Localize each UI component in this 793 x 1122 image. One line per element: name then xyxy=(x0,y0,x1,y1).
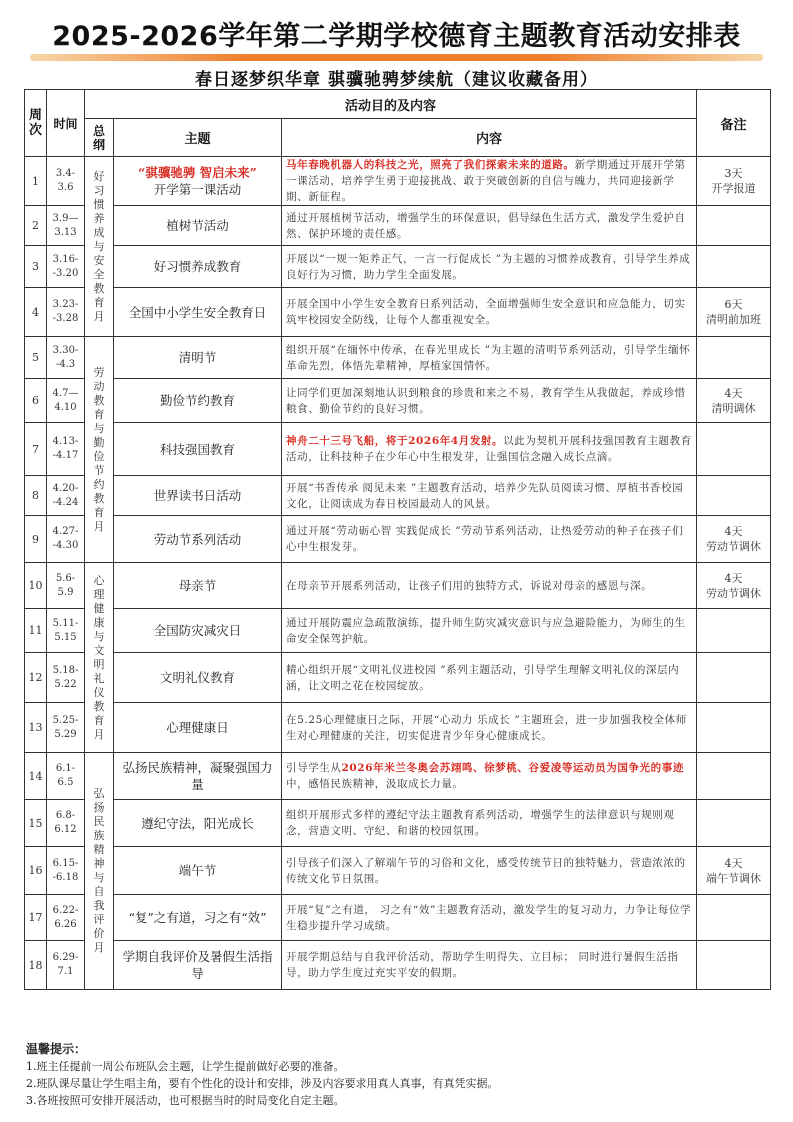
content-cell xyxy=(282,157,697,206)
table-row xyxy=(25,476,771,516)
content-highlight: 2026年米兰冬奥会苏翊鸣、徐梦桃、谷爱凌等运动员为国争光的事迹 xyxy=(341,762,684,774)
time-start: 3.16- xyxy=(52,253,79,265)
note-cell xyxy=(697,379,771,423)
content-cell xyxy=(282,800,697,847)
table-row xyxy=(25,516,771,563)
note-cell xyxy=(697,563,771,609)
time-start: 4.13- xyxy=(52,436,79,447)
content-cell xyxy=(282,753,697,800)
theme-text: 世界读书日活动 xyxy=(153,488,242,503)
content-text: 开展“书香传承 阅见未来 ”主题教育活动，培养少先队员阅读习惯、厚植书香校园文化，让阅读成为春日校园最动人的风景。 xyxy=(286,481,684,510)
table-row xyxy=(25,288,771,337)
time-cell xyxy=(47,847,85,895)
week-cell: 17 xyxy=(25,895,47,941)
note-cell xyxy=(697,941,771,990)
content-text: 精心组织开展“文明礼仪进校园 ”系列主题活动，引导学生理解文明礼仪的深层内涵，让文明之花在校园绽放。 xyxy=(286,663,680,692)
week-cell: 11 xyxy=(25,609,47,653)
note-cell xyxy=(697,157,771,206)
content-text: 引导学生从 xyxy=(286,762,342,774)
note-cell xyxy=(697,895,771,941)
week-cell: 4 xyxy=(25,288,47,337)
content-highlight: 马年春晚机器人的科技之光，照亮了我们探索未来的道路。 xyxy=(286,159,575,171)
outline-cell xyxy=(85,337,114,563)
time-end: 7.1 xyxy=(57,966,74,977)
content-cell xyxy=(282,206,697,246)
note-cell xyxy=(697,423,771,476)
activity-schedule-table xyxy=(24,89,771,990)
content-text: 开展学期总结与自我评价活动，帮助学生明得失、立目标； 同时进行暑假生活指导，助力学生度过充实平安的假期。 xyxy=(286,951,679,979)
time-end: 3.6 xyxy=(57,182,74,193)
theme-cell xyxy=(114,653,282,703)
time-end: -4.17 xyxy=(52,450,79,461)
note-cell xyxy=(697,847,771,895)
outline-cell xyxy=(85,753,114,990)
note-cell xyxy=(697,609,771,653)
header-content: 内容 xyxy=(282,119,697,157)
theme-text: 端午节 xyxy=(178,863,217,878)
content-text: 让同学们更加深刻地认识到粮食的珍贵和来之不易，教育学生从我做起，养成珍惜粮食、勤俭节约的良好习惯。 xyxy=(286,386,686,415)
time-cell xyxy=(47,379,85,423)
time-end: 6.5 xyxy=(57,777,74,788)
content-text: 在母亲节开展系列活动，让孩子们用的独特方式，诉说对母亲的感恩与深。 xyxy=(286,579,653,592)
note-reason: 端午节调休 xyxy=(706,871,761,885)
theme-text: 全国中小学生安全教育日 xyxy=(128,304,267,320)
content-text: 通过开展“劳动砺心智 实践促成长 ”劳动节系列活动，让热爱劳动的种子在孩子们心中生根发芽。 xyxy=(286,525,684,553)
theme-text: “复”之有道，习之有“效” xyxy=(128,910,267,925)
theme-cell xyxy=(114,753,282,800)
theme-cell xyxy=(114,800,282,847)
header-time: 时间 xyxy=(47,90,85,157)
week-cell: 10 xyxy=(25,563,47,609)
theme-cell xyxy=(114,337,282,379)
time-end: -3.20 xyxy=(52,267,79,279)
time-start: 4.7— xyxy=(52,387,79,399)
table-row xyxy=(25,941,771,990)
content-text: 开展全国中小学生安全教育日系列活动，全面增强师生安全意识和应急能力，切实筑牢校园安全防线，让每个人都重视安全。 xyxy=(286,298,686,326)
note-days: 4天 xyxy=(724,571,743,585)
theme-cell xyxy=(114,476,282,516)
time-start: 5.25- xyxy=(52,714,79,726)
time-start: 4.27- xyxy=(52,526,79,537)
time-end: -4.24 xyxy=(52,496,79,508)
content-cell xyxy=(282,423,697,476)
content-cell xyxy=(282,337,697,379)
content-text: 中，感悟民族精神，汲取成长力量。 xyxy=(286,778,464,790)
theme-cell xyxy=(114,563,282,609)
outline-text: 心理健康与文明礼仪教育月 xyxy=(93,573,105,741)
table-row xyxy=(25,847,771,895)
time-cell xyxy=(47,476,85,516)
week-cell: 7 xyxy=(25,423,47,476)
content-text: 开展“复”之有道， 习之有“效”主题教育活动，激发学生的复习动力，力争让每位学生稳步提升学习成绩。 xyxy=(286,903,692,932)
time-end: 5.22 xyxy=(54,678,77,690)
table-row xyxy=(25,703,771,753)
time-end: 5.29 xyxy=(54,728,77,740)
content-cell xyxy=(282,609,697,653)
week-cell: 5 xyxy=(25,337,47,379)
time-start: 6.1- xyxy=(55,763,76,774)
time-end: -3.28 xyxy=(52,313,79,324)
time-end: -4.3 xyxy=(55,358,76,370)
time-cell xyxy=(47,800,85,847)
theme-cell xyxy=(114,895,282,941)
content-highlight: 神舟二十三号飞船，将于2026年4月发射。 xyxy=(286,435,504,447)
time-start: 5.6- xyxy=(55,572,76,584)
page-title: 2025-2026学年第二学期学校德育主题教育活动安排表 xyxy=(52,21,741,52)
note-cell xyxy=(697,206,771,246)
header-theme: 主题 xyxy=(114,119,282,157)
table-row xyxy=(25,895,771,941)
theme-cell xyxy=(114,157,282,206)
tip-item: 3.各班按照可安排开展活动，也可根据当时的时局变化自定主题。 xyxy=(26,1094,345,1107)
note-cell xyxy=(697,653,771,703)
week-cell: 12 xyxy=(25,653,47,703)
outline-text: 弘扬民族精神与自我评价月 xyxy=(93,787,105,954)
content-cell xyxy=(282,246,697,288)
content-text: 组织开展“在缅怀中传承，在春光里成长 ”为主题的清明节系列活动，引导学生缅怀革命先烈，体悟先辈精神，厚植家国情怀。 xyxy=(286,343,691,372)
week-cell: 2 xyxy=(25,206,47,246)
outline-text: 劳动教育与勤俭节约教育月 xyxy=(93,365,105,533)
table-row xyxy=(25,337,771,379)
content-cell xyxy=(282,653,697,703)
note-cell xyxy=(697,246,771,288)
schedule-body xyxy=(25,157,771,990)
table-row xyxy=(25,206,771,246)
table-row xyxy=(25,609,771,653)
time-cell xyxy=(47,753,85,800)
time-cell xyxy=(47,157,85,206)
table-row xyxy=(25,753,771,800)
content-cell xyxy=(282,476,697,516)
theme-text: 植树节活动 xyxy=(166,218,229,233)
time-cell xyxy=(47,653,85,703)
time-start: 3.30- xyxy=(52,344,79,356)
note-cell xyxy=(697,753,771,800)
time-start: 6.29- xyxy=(52,952,79,963)
time-cell xyxy=(47,246,85,288)
week-cell: 1 xyxy=(25,157,47,206)
time-cell xyxy=(47,516,85,563)
outline-cell xyxy=(85,563,114,753)
theme-text: 弘扬民族精神，凝聚强国力量 xyxy=(122,760,273,792)
table-row xyxy=(25,653,771,703)
week-cell: 18 xyxy=(25,941,47,990)
header-note: 备注 xyxy=(697,90,771,157)
theme-text: 心理健康日 xyxy=(166,720,229,735)
time-cell xyxy=(47,423,85,476)
content-text: 通过开展植树节活动，增强学生的环保意识，倡导绿色生活方式，激发学生爱护自然、保护环境的责任感。 xyxy=(286,211,686,240)
content-cell xyxy=(282,895,697,941)
header-outline: 总纲 xyxy=(85,119,114,157)
theme-cell xyxy=(114,941,282,990)
time-end: 4.10 xyxy=(54,401,77,413)
outline-text: 好习惯养成与安全教育月 xyxy=(93,169,105,323)
content-text: 通过开展防震应急疏散演练，提升师生防灾减灾意识与应急避险能力，为师生的生命安全保驾护航。 xyxy=(286,616,686,645)
tip-item: 2.班队课尽量让学生唱主角，要有个性化的设计和安排，涉及内容要求用真人真事，有真凭实据。 xyxy=(26,1077,499,1090)
content-cell xyxy=(282,516,697,563)
time-start: 3.9— xyxy=(52,212,79,224)
time-start: 3.4- xyxy=(55,168,76,179)
theme-cell xyxy=(114,379,282,423)
note-days: 6天 xyxy=(724,298,743,311)
header-purpose: 活动目的及内容 xyxy=(85,90,697,119)
time-start: 6.8- xyxy=(55,810,76,821)
time-end: 5.15 xyxy=(54,631,77,643)
tip-item: 1.班主任提前一周公布班队会主题，让学生提前做好必要的准备。 xyxy=(26,1060,345,1073)
content-cell xyxy=(282,288,697,337)
note-cell xyxy=(697,703,771,753)
theme-cell xyxy=(114,847,282,895)
theme-cell xyxy=(114,246,282,288)
table-row xyxy=(25,800,771,847)
content-text: 新学期通过开展开学第一课活动，培养学生勇于迎接挑战、敢于突破创新的自信与魄力，共同迎接新学期、新征程。 xyxy=(286,159,686,203)
note-cell xyxy=(697,516,771,563)
note-reason: 劳动节调休 xyxy=(706,586,761,600)
note-reason: 劳动节调休 xyxy=(706,540,761,553)
theme-text: 母亲节 xyxy=(178,578,217,593)
week-cell: 3 xyxy=(25,246,47,288)
time-end: 5.9 xyxy=(57,586,74,598)
time-start: 6.15- xyxy=(52,857,79,869)
tips-title: 温馨提示： xyxy=(26,1042,87,1056)
page-subtitle: 春日逐梦织华章 骐骥驰骋梦续航（建议收藏备用） xyxy=(195,70,598,90)
week-cell: 14 xyxy=(25,753,47,800)
note-reason: 清明前加班 xyxy=(706,313,761,326)
time-end: 6.26 xyxy=(54,918,77,930)
table-row xyxy=(25,157,771,206)
table-row xyxy=(25,563,771,609)
content-text: 引导孩子们深入了解端午节的习俗和文化，感受传统节日的独特魅力，营造浓浓的传统文化节日氛围。 xyxy=(286,856,686,885)
time-cell xyxy=(47,941,85,990)
note-days: 3天 xyxy=(724,167,743,180)
theme-cell xyxy=(114,609,282,653)
time-cell xyxy=(47,206,85,246)
content-cell xyxy=(282,941,697,990)
table-row xyxy=(25,423,771,476)
theme-cell xyxy=(114,206,282,246)
theme-cell xyxy=(114,288,282,337)
theme-text: 好习惯养成教育 xyxy=(153,259,242,274)
time-end: -6.18 xyxy=(52,871,79,883)
theme-text: 清明节 xyxy=(178,350,217,365)
note-days: 4天 xyxy=(724,525,743,538)
content-cell xyxy=(282,847,697,895)
content-text: 组织开展形式多样的遵纪守法主题教育系列活动，增强学生的法律意识与规则观念，营造文明、守纪、和谐的校园氛围。 xyxy=(286,809,675,837)
time-cell xyxy=(47,703,85,753)
outline-cell xyxy=(85,157,114,337)
note-days: 4天 xyxy=(724,386,743,400)
time-start: 5.18- xyxy=(52,664,79,676)
note-cell xyxy=(697,337,771,379)
theme-text: 全国防灾减灾日 xyxy=(153,623,242,638)
time-cell xyxy=(47,288,85,337)
note-reason: 开学报道 xyxy=(711,182,756,195)
week-cell: 9 xyxy=(25,516,47,563)
content-text: 开展以“一规一矩养正气，一言一行促成长 ”为主题的习惯养成教育，引导学生养成良好行为习惯，助力学生全面发展。 xyxy=(286,252,691,281)
theme-cell xyxy=(114,516,282,563)
note-cell xyxy=(697,288,771,337)
time-end: 6.12 xyxy=(54,824,77,835)
content-cell xyxy=(282,379,697,423)
theme-text: 学期自我评价及暑假生活指导 xyxy=(122,949,273,981)
time-start: 5.11- xyxy=(52,617,79,629)
note-cell xyxy=(697,800,771,847)
theme-text: 文明礼仪教育 xyxy=(159,670,235,685)
theme-text: 勤俭节约教育 xyxy=(159,393,235,408)
theme-cell xyxy=(114,423,282,476)
time-start: 3.23- xyxy=(52,299,79,310)
header-week: 周次 xyxy=(25,90,47,157)
table-row xyxy=(25,246,771,288)
content-cell xyxy=(282,703,697,753)
note-days: 4天 xyxy=(724,856,743,870)
theme-text: 遵纪守法，阳光成长 xyxy=(141,815,254,831)
time-cell xyxy=(47,609,85,653)
time-cell xyxy=(47,563,85,609)
week-cell: 15 xyxy=(25,800,47,847)
title-underline xyxy=(30,54,763,61)
time-start: 4.20- xyxy=(52,482,79,494)
note-cell xyxy=(697,476,771,516)
content-text: 在5.25心理健康日之际，开展“心动力 乐成长 ”主题班会，进一步加强我校全体师生对心理健康的关注，切实促进青少年身心健康成长。 xyxy=(286,713,687,742)
theme-text: 劳动节系列活动 xyxy=(153,531,242,547)
time-start: 6.22- xyxy=(52,904,79,916)
tips-section xyxy=(26,1041,766,1109)
content-text: 以此为契机开展科技强国教育主题教育活动，让科技种子在少年心中生根发芽，让强国信念融入成长点滴。 xyxy=(286,435,692,463)
content-cell xyxy=(282,563,697,609)
week-cell: 13 xyxy=(25,703,47,753)
week-cell: 8 xyxy=(25,476,47,516)
theme-text: 科技强国教育 xyxy=(159,441,235,457)
time-cell xyxy=(47,895,85,941)
time-end: 3.13 xyxy=(54,226,77,238)
time-end: -4.30 xyxy=(52,540,79,551)
week-cell: 16 xyxy=(25,847,47,895)
table-row xyxy=(25,379,771,423)
time-cell xyxy=(47,337,85,379)
week-cell: 6 xyxy=(25,379,47,423)
note-reason: 清明调休 xyxy=(711,401,756,415)
theme-highlight: “骐骥驰骋 智启未来” xyxy=(138,165,257,180)
theme-cell xyxy=(114,703,282,753)
theme-text: 开学第一课活动 xyxy=(153,182,242,197)
